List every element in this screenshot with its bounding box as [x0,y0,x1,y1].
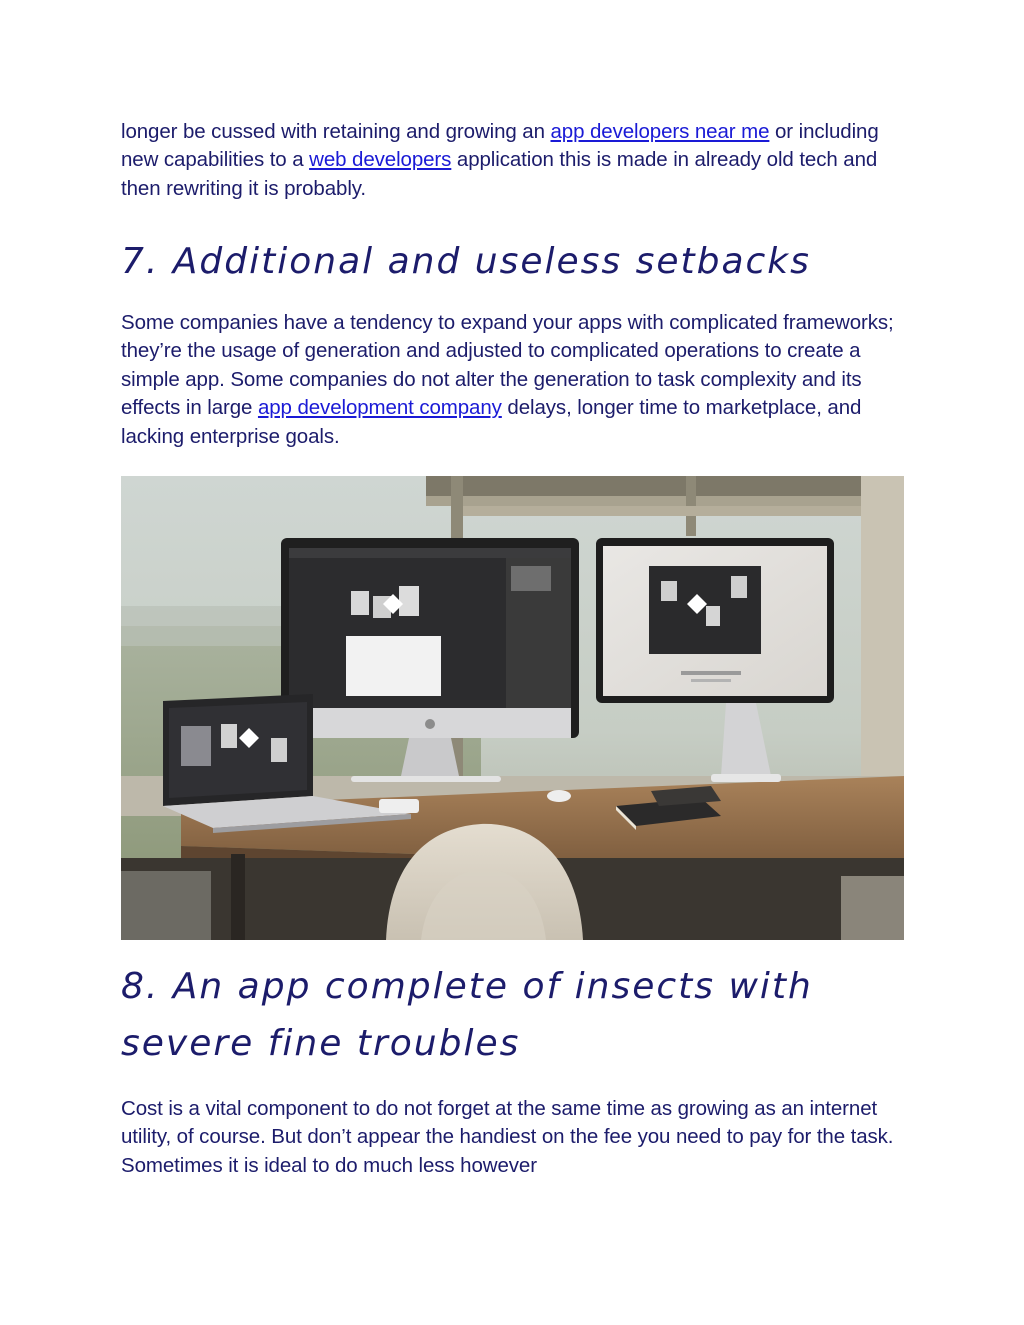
heading-section-8: 8. An app complete of insects with severe fine troubles [121,966,813,1064]
paragraph-intro [121,118,911,203]
para1-text-3: application this is made in already old tech and then rewriting it is probably. [121,148,878,200]
para1-text-1: longer be cussed with retaining and growing an [121,120,551,143]
link-app-developers-near-me[interactable]: app developers near me [550,120,770,143]
link-app-development-company[interactable]: app development company [257,396,502,420]
link-web-developers[interactable]: web developers [309,148,452,172]
workspace-photo [121,476,904,940]
paragraph-section-8: Cost is a vital component to do not forget at the same time as growing as an internet utility, of course. But don’t appear the handiest on the fee you need to pay for the task. Sometimes it is ideal to do much less however [121,1097,894,1177]
para1-text-2: or including new capabilities to a [121,120,879,172]
paragraph-section-7 [121,309,911,451]
para2-text-2: delays, longer time to marketplace, and lacking enterprise goals. [121,396,862,448]
para2-text-1: Some companies have a tendency to expand your apps with complicated frameworks; they’re the usage of generation and adjusted to complicated operations to create a simple app. Some companies do not alter the generation to task complexity and its effects in large [121,311,894,420]
heading-section-7: 7. Additional and useless setbacks [121,241,811,282]
